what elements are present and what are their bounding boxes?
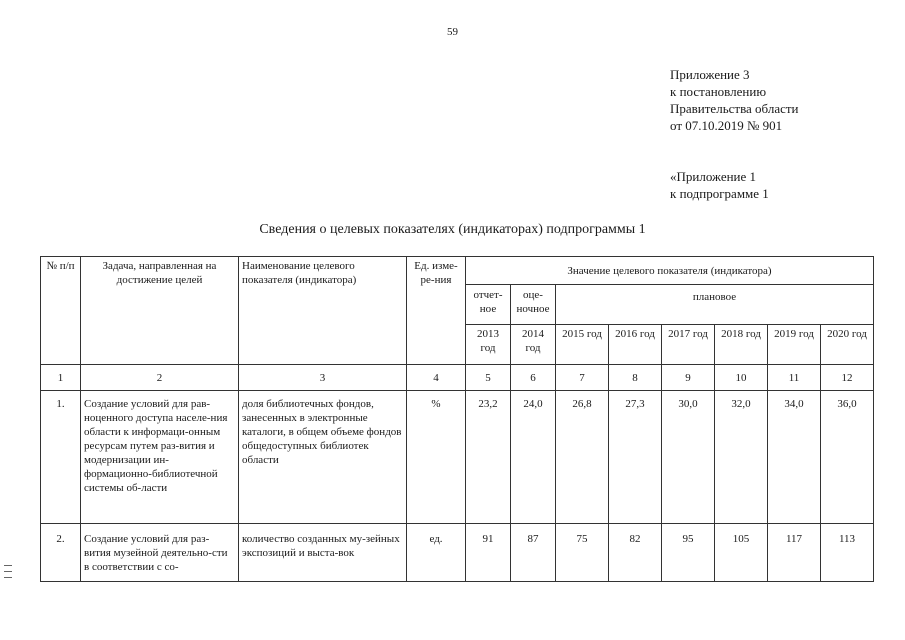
header-reported: отчет-ное [466, 285, 511, 325]
row-value: 82 [609, 524, 662, 582]
appendix-line: Приложение 3 [670, 67, 750, 82]
row-task: Создание условий для раз-вития музейной деятельно-сти в соответствии с со- [81, 524, 239, 582]
column-number: 12 [821, 365, 874, 391]
row-value: 36,0 [821, 391, 874, 524]
table-row [41, 391, 874, 524]
appendix-sub-line: к подпрограмме 1 [670, 186, 769, 201]
header-value-group: Значение целевого показателя (индикатора) [466, 257, 874, 285]
header-estimated: оце-ночное [511, 285, 556, 325]
header-planned: плановое [556, 285, 874, 325]
row-value: 24,0 [511, 391, 556, 524]
page-number: 59 [447, 26, 458, 38]
row-value: 87 [511, 524, 556, 582]
row-value: 23,2 [466, 391, 511, 524]
column-number: 6 [511, 365, 556, 391]
column-number: 3 [239, 365, 407, 391]
header-year: 2013 год [466, 325, 511, 365]
row-unit: ед. [407, 524, 466, 582]
indicators-table [40, 256, 874, 582]
appendix-sub-line: «Приложение 1 [670, 169, 757, 184]
row-unit: % [407, 391, 466, 524]
appendix-line: Правительства области [670, 101, 799, 116]
header-year: 2016 год [609, 325, 662, 365]
row-value: 91 [466, 524, 511, 582]
header-year: 2014 год [511, 325, 556, 365]
column-number: 8 [609, 365, 662, 391]
row-value: 117 [768, 524, 821, 582]
header-year: 2020 год [821, 325, 874, 365]
column-number: 9 [662, 365, 715, 391]
column-number: 5 [466, 365, 511, 391]
scan-edge-mark [4, 565, 12, 566]
column-number: 7 [556, 365, 609, 391]
row-value: 34,0 [768, 391, 821, 524]
header-indicator: Наименование целевого показателя (индикатора) [239, 257, 407, 365]
header-year: 2018 год [715, 325, 768, 365]
appendix-line: к постановлению [670, 84, 767, 99]
row-value: 105 [715, 524, 768, 582]
row-value: 95 [662, 524, 715, 582]
appendix-header [670, 66, 799, 134]
table-row [41, 524, 874, 582]
header-year: 2015 год [556, 325, 609, 365]
header-num: № п/п [41, 257, 81, 365]
row-value: 26,8 [556, 391, 609, 524]
column-number: 11 [768, 365, 821, 391]
row-indicator: доля библиотечных фондов, занесенных в электронные каталоги, в общем объеме фондов общедоступных библиотек области [239, 391, 407, 524]
column-number: 2 [81, 365, 239, 391]
row-value: 75 [556, 524, 609, 582]
row-task: Создание условий для рав-ноценного доступа населе-ния области к информаци-онным ресурсам путем раз-вития и модернизации ин-формационно-библиотечной системы об-ласти [81, 391, 239, 524]
column-number: 10 [715, 365, 768, 391]
row-value: 113 [821, 524, 874, 582]
row-num: 2. [41, 524, 81, 582]
column-number: 1 [41, 365, 81, 391]
row-value: 27,3 [609, 391, 662, 524]
header-year: 2017 год [662, 325, 715, 365]
row-value: 30,0 [662, 391, 715, 524]
appendix-line: от 07.10.2019 № 901 [670, 118, 783, 133]
scan-edge-mark [4, 577, 12, 578]
header-unit: Ед. изме-ре-ния [407, 257, 466, 365]
header-task: Задача, направленная на достижение целей [81, 257, 239, 365]
document-title: Сведения о целевых показателях (индикаторах) подпрограммы 1 [259, 222, 646, 237]
row-value: 32,0 [715, 391, 768, 524]
appendix-sub-header [670, 168, 769, 202]
scan-edge-mark [4, 571, 12, 572]
row-num: 1. [41, 391, 81, 524]
row-indicator: количество созданных му-зейных экспозиций и выста-вок [239, 524, 407, 582]
column-number: 4 [407, 365, 466, 391]
header-year: 2019 год [768, 325, 821, 365]
